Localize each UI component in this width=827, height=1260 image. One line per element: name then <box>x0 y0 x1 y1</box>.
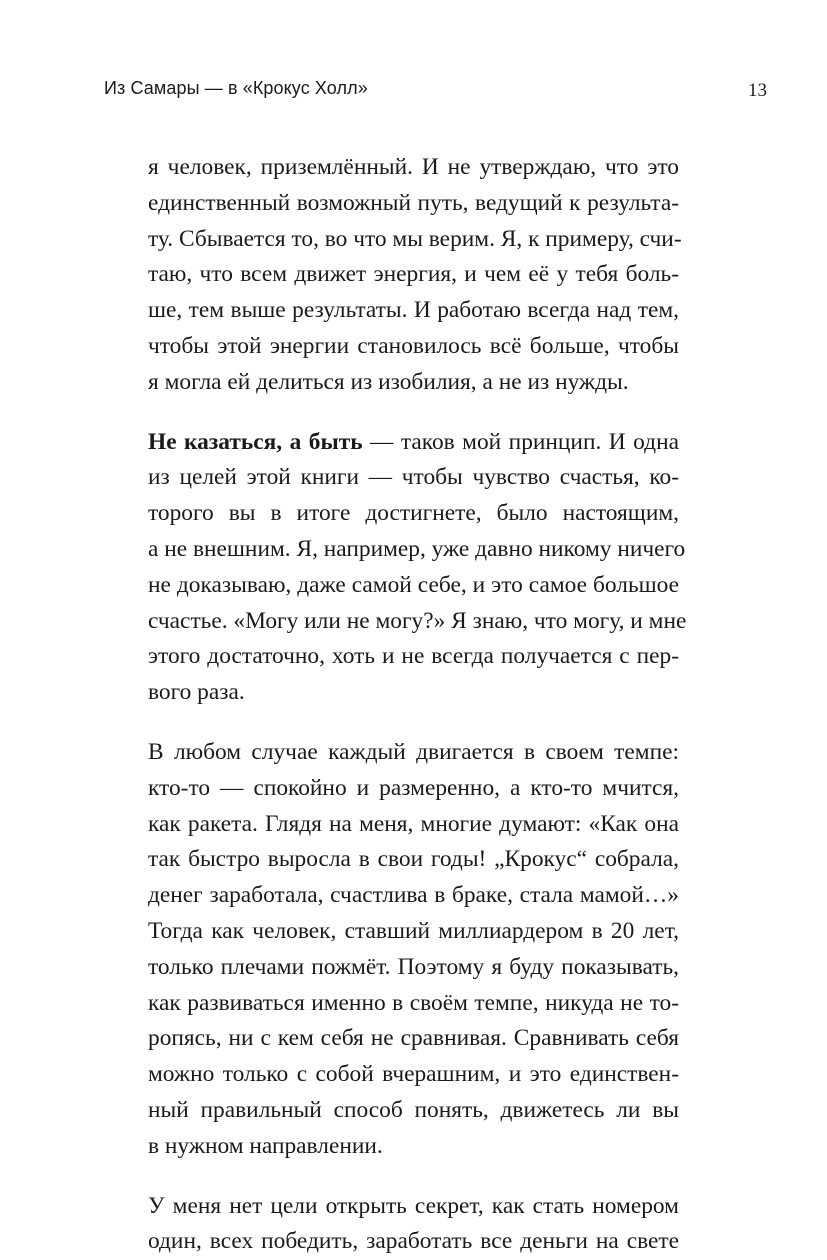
text-line: можно только с собой вчерашним, и это единствен- <box>148 1061 679 1088</box>
paragraph-3 <box>148 735 679 1165</box>
text-line: счастье. «Могу или не могу?» Я знаю, что могу, и мне <box>148 607 687 634</box>
text-line: как ракета. Глядя на меня, многие думают: «Как она <box>148 810 679 837</box>
text-line: В любом случае каждый двигается в своем темпе: <box>148 738 679 765</box>
text-line: единственный возможный путь, ведущий к результа- <box>148 189 679 216</box>
text-line-with-lead <box>148 425 679 461</box>
text-line: чтобы этой энергии становилось всё больше, чтобы <box>148 332 679 359</box>
text-line: торого вы в итоге достигнете, было настоящим, <box>148 500 679 527</box>
running-title: Из Самары — в «Крокус Холл» <box>104 78 368 98</box>
text-line: я человек, приземлённый. И не утверждаю, что это <box>148 154 679 180</box>
lead-line-rest: — таков мой принцип. И одна <box>362 428 679 455</box>
text-line: я могла ей делиться из изобилия, а не из нужды. <box>148 368 629 395</box>
text-line: один, всех победить, заработать все деньги на свете <box>148 1228 679 1255</box>
bold-lead-phrase: Не казаться, а быть <box>148 428 363 455</box>
text-line: ный правильный способ понять, движетесь ли вы <box>148 1096 679 1123</box>
text-line: вого раза. <box>148 679 245 706</box>
text-line: ропясь, ни с кем себя не сравнивая. Сравнивать себя <box>148 1025 679 1052</box>
text-line: ше, тем выше результаты. И работаю всегда над тем, <box>148 297 679 324</box>
text-line: как развиваться именно в своём темпе, никуда не то- <box>148 989 679 1016</box>
text-line: в нужном направлении. <box>148 1132 383 1159</box>
text-line: из целей этой книги — чтобы чувство счастья, ко- <box>148 464 679 491</box>
text-line: У меня нет цели открыть секрет, как стать номером <box>148 1192 679 1219</box>
page-number: 13 <box>748 80 767 101</box>
text-line: денег заработала, счастлива в браке, стала мамой…» <box>148 882 679 909</box>
body-text <box>148 150 687 1260</box>
text-line: кто-то — спокойно и размеренно, а кто-то мчится, <box>148 774 679 801</box>
paragraph-4 <box>148 1189 679 1260</box>
paragraph-2 <box>148 425 687 711</box>
text-line: только плечами пожмёт. Поэтому я буду показывать, <box>148 953 679 980</box>
text-line: так быстро выросла в свои годы! „Крокус“ собрала, <box>148 846 679 873</box>
text-line: не доказываю, даже самой себе, и это самое большое <box>148 571 679 598</box>
text-line: Тогда как человек, ставший миллиардером в 20 лет, <box>148 917 679 944</box>
text-line: а не внешним. Я, например, уже давно никому ничего <box>148 535 686 562</box>
text-line: таю, что всем движет энергия, и чем её у тебя боль- <box>148 261 679 288</box>
text-line: этого достаточно, хоть и не всегда получается с пер- <box>148 643 679 670</box>
text-line: ту. Сбывается то, во что мы верим. Я, к примеру, счи- <box>148 225 682 252</box>
paragraph-1 <box>148 150 682 401</box>
